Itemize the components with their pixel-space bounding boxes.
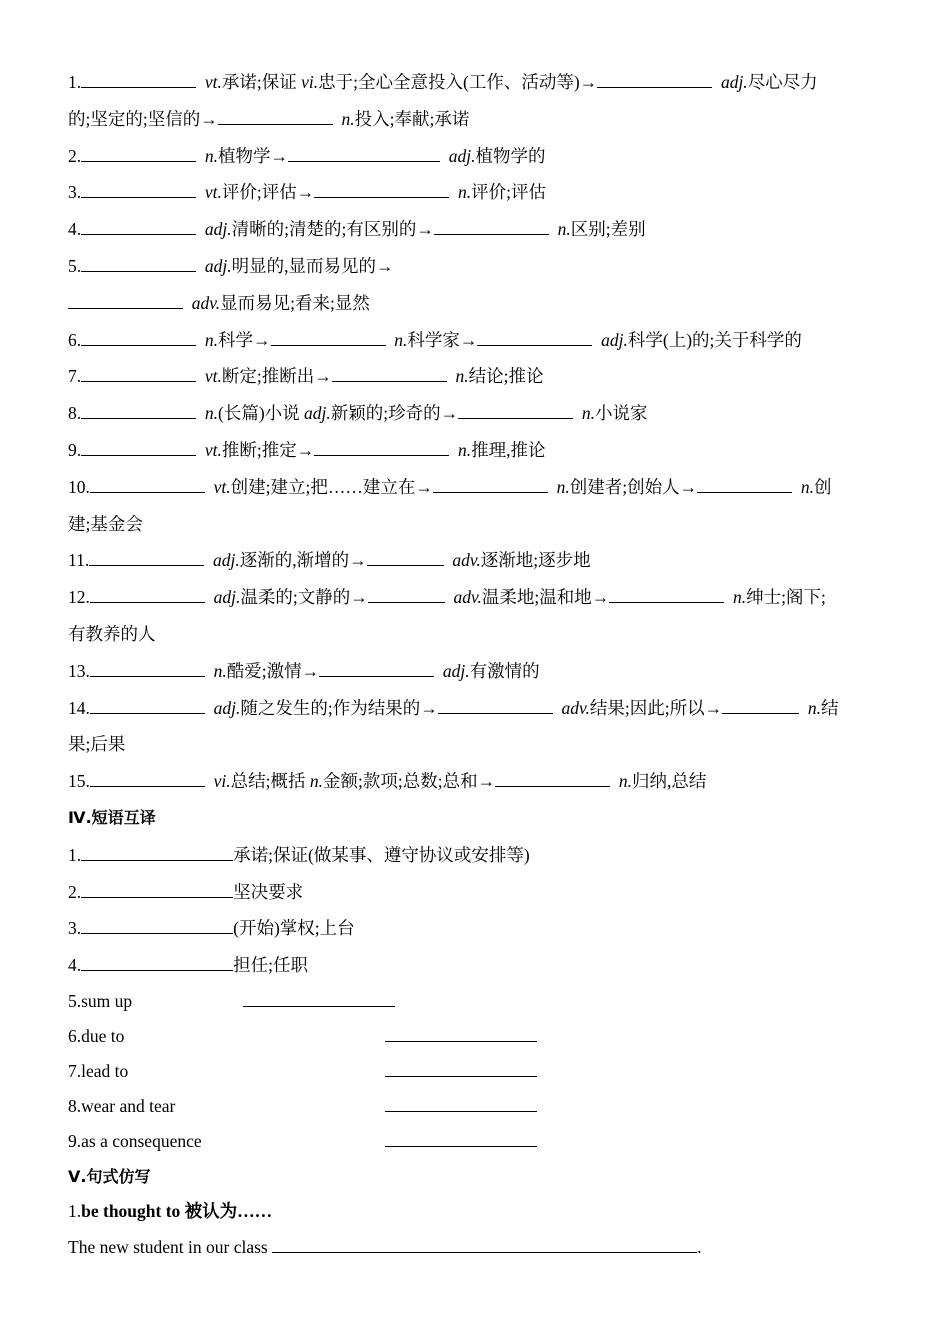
answer-blank[interactable] xyxy=(81,325,196,346)
vocab-item-2 xyxy=(68,138,883,175)
item-number: 3. xyxy=(68,182,82,203)
answer-blank[interactable] xyxy=(68,288,183,309)
phrase-text: 6.due to xyxy=(68,1025,125,1046)
item-number: 14. xyxy=(68,697,90,718)
phrase-item-6 xyxy=(68,1019,883,1054)
answer-blank[interactable] xyxy=(367,545,444,566)
definition: 果;后果 xyxy=(68,734,126,755)
answer-blank[interactable] xyxy=(477,325,592,346)
pos-tag: n. xyxy=(800,476,814,497)
answer-blank[interactable] xyxy=(314,435,449,456)
answer-blank[interactable] xyxy=(314,177,449,198)
answer-blank[interactable] xyxy=(438,693,553,714)
pos-tag: adj. xyxy=(204,219,232,240)
definition: 投入;奉献;承诺 xyxy=(354,108,470,129)
item-number: 4. xyxy=(68,955,82,976)
sentence-pattern: be thought to 被认为…… xyxy=(81,1200,273,1221)
answer-blank[interactable] xyxy=(243,986,395,1007)
definition: 逐渐地;逐步地 xyxy=(480,550,591,571)
definition: 清晰的;清楚的;有区别的→ xyxy=(231,219,434,240)
answer-blank[interactable] xyxy=(609,582,724,603)
pos-tag: vt. xyxy=(204,182,222,203)
vocab-item-14-cont xyxy=(68,726,883,763)
definition: 结论;推论 xyxy=(468,366,544,387)
pos-tag: n. xyxy=(581,403,596,424)
definition: 推断;推定→ xyxy=(221,439,315,460)
phrase-item-7 xyxy=(68,1054,883,1089)
item-number: 9. xyxy=(68,439,82,460)
section-heading-phrases: Ⅳ.短语互译 xyxy=(68,807,156,827)
pos-tag: vt. xyxy=(204,366,222,387)
answer-blank[interactable] xyxy=(271,325,386,346)
definition: 评价;评估→ xyxy=(221,182,315,203)
phrase-text: 9.as a consequence xyxy=(68,1130,202,1151)
pos-tag: adj. xyxy=(213,697,241,718)
item-number: 3. xyxy=(68,918,82,939)
pos-tag: n. xyxy=(458,439,472,460)
item-number: 10. xyxy=(68,476,90,497)
pos-tag: adj. xyxy=(213,587,241,608)
item-number: 12. xyxy=(68,587,90,608)
item-number: 4. xyxy=(68,219,82,240)
definition: 植物学的 xyxy=(475,145,546,166)
answer-blank[interactable] xyxy=(81,877,233,898)
pos-tag: adv. xyxy=(561,697,590,718)
answer-blank[interactable] xyxy=(81,398,196,419)
answer-blank[interactable] xyxy=(81,251,196,272)
definition: 评价;评估 xyxy=(471,182,547,203)
definition: 承诺;保证 xyxy=(221,72,302,92)
sentence-item-1 xyxy=(68,1229,883,1266)
vocab-item-11 xyxy=(68,542,883,579)
phrase-item-3 xyxy=(68,910,883,947)
vocab-item-13 xyxy=(68,653,883,690)
pos-tag: adj. xyxy=(204,255,232,276)
definition: 创 xyxy=(814,476,832,497)
pos-tag: adj. xyxy=(720,72,748,92)
vocab-item-10-cont xyxy=(68,506,883,543)
phrase-item-5 xyxy=(68,984,883,1019)
worksheet xyxy=(68,64,883,1266)
answer-blank[interactable] xyxy=(81,435,196,456)
pos-tag: vt. xyxy=(213,476,231,497)
vocab-item-12-cont xyxy=(68,616,883,653)
answer-blank[interactable] xyxy=(722,693,799,714)
sentence-item-1-title xyxy=(68,1194,883,1229)
vocab-item-9 xyxy=(68,432,883,469)
answer-blank[interactable] xyxy=(81,950,233,971)
definition: 新颖的;珍奇的→ xyxy=(330,403,459,424)
definition: 温柔的;文静的→ xyxy=(240,587,368,608)
pos-tag: n. xyxy=(618,771,632,792)
answer-blank[interactable] xyxy=(90,656,205,677)
definition: 区别;差别 xyxy=(570,219,646,240)
vocab-item-3 xyxy=(68,174,883,211)
item-number: 5. xyxy=(68,255,82,276)
item-number: 1. xyxy=(68,844,82,865)
pos-tag: n. xyxy=(455,366,469,387)
answer-blank[interactable] xyxy=(433,472,548,493)
pos-tag: n. xyxy=(204,329,218,350)
definition: 有激情的 xyxy=(469,660,540,681)
pos-tag: adj. xyxy=(448,145,476,166)
vocab-item-14 xyxy=(68,690,883,727)
pos-tag: vi. xyxy=(301,72,319,92)
pos-tag: adv. xyxy=(453,587,482,608)
item-number: 2. xyxy=(68,881,82,902)
pos-tag: vi. xyxy=(213,771,231,792)
vocab-item-6 xyxy=(68,322,883,359)
answer-blank[interactable] xyxy=(90,693,205,714)
definition: 金额;款项;总数;总和→ xyxy=(323,771,496,792)
answer-blank[interactable] xyxy=(89,545,204,566)
pos-tag: n. xyxy=(557,219,571,240)
definition: 温柔地;温和地→ xyxy=(481,587,610,608)
item-number: 1. xyxy=(68,1200,82,1221)
definition: 科学(上)的;关于科学的 xyxy=(627,329,802,350)
answer-blank[interactable] xyxy=(218,104,333,125)
pos-tag: adv. xyxy=(452,550,481,571)
item-number: 8. xyxy=(68,403,82,424)
item-number: 1. xyxy=(68,72,82,92)
pos-tag: n. xyxy=(458,182,472,203)
answer-blank[interactable] xyxy=(385,1021,537,1042)
pos-tag: n. xyxy=(394,329,408,350)
phrase-text: (开始)掌权;上台 xyxy=(233,918,355,939)
vocab-item-7 xyxy=(68,358,883,395)
phrase-text: 担任;任职 xyxy=(233,955,308,976)
sentence-end: . xyxy=(697,1236,702,1257)
sentence-text: The new student in our class xyxy=(68,1236,273,1257)
answer-blank[interactable] xyxy=(697,472,792,493)
definition: (长篇)小说 xyxy=(218,403,305,424)
answer-blank[interactable] xyxy=(81,840,233,861)
definition: 逐渐的,渐增的→ xyxy=(239,550,367,571)
definition: 总结;概括 xyxy=(230,771,310,792)
definition: 结 xyxy=(820,697,839,718)
answer-blank[interactable] xyxy=(385,1126,537,1147)
pos-tag: adj. xyxy=(212,550,240,571)
answer-blank[interactable] xyxy=(81,67,196,88)
definition: 随之发生的;作为结果的→ xyxy=(240,697,438,718)
definition: 归纳,总结 xyxy=(631,771,707,792)
phrase-text: 8.wear and tear xyxy=(68,1095,176,1116)
phrase-item-9 xyxy=(68,1124,883,1159)
vocab-item-10 xyxy=(68,469,883,506)
definition: 的;坚定的;坚信的→ xyxy=(68,108,218,129)
pos-tag: n. xyxy=(807,697,821,718)
definition: 科学家→ xyxy=(407,329,478,350)
definition: 明显的,显而易见的→ xyxy=(231,255,394,276)
definition: 有教养的人 xyxy=(68,623,156,644)
definition: 建;基金会 xyxy=(68,513,143,534)
item-number: 13. xyxy=(68,660,90,681)
answer-blank[interactable] xyxy=(385,1091,537,1112)
answer-blank[interactable] xyxy=(81,214,196,235)
phrase-text: 承诺;保证(做某事、遵守协议或安排等) xyxy=(233,844,530,865)
answer-blank[interactable] xyxy=(272,1232,697,1253)
pos-tag: adv. xyxy=(191,292,221,313)
answer-blank[interactable] xyxy=(368,582,445,603)
answer-blank[interactable] xyxy=(90,766,205,787)
item-number: 6. xyxy=(68,329,82,350)
phrase-item-4 xyxy=(68,947,883,984)
answer-blank[interactable] xyxy=(597,67,712,88)
pos-tag: n. xyxy=(213,660,227,681)
answer-blank[interactable] xyxy=(495,766,610,787)
phrase-item-8 xyxy=(68,1089,883,1124)
answer-blank[interactable] xyxy=(90,472,205,493)
pos-tag: adj. xyxy=(304,403,331,424)
pos-tag: vt. xyxy=(204,72,222,92)
phrase-text: 7.lead to xyxy=(68,1060,129,1081)
pos-tag: n. xyxy=(556,476,570,497)
vocab-item-8 xyxy=(68,395,883,432)
definition: 绅士;阁下; xyxy=(746,587,826,608)
definition: 忠于;全心全意投入(工作、活动等)→ xyxy=(318,72,598,92)
answer-blank[interactable] xyxy=(319,656,434,677)
definition: 科学→ xyxy=(218,329,271,350)
definition: 结果;因此;所以→ xyxy=(589,697,723,718)
vocab-item-1 xyxy=(68,64,883,101)
answer-blank[interactable] xyxy=(81,141,196,162)
phrase-item-1 xyxy=(68,837,883,874)
vocab-item-15 xyxy=(68,763,883,800)
definition: 创建者;创始人→ xyxy=(569,476,698,497)
pos-tag: n. xyxy=(732,587,747,608)
definition: 推理,推论 xyxy=(471,439,546,460)
answer-blank[interactable] xyxy=(434,214,549,235)
definition: 断定;推断出→ xyxy=(221,366,332,387)
vocab-item-5 xyxy=(68,248,883,285)
pos-tag: n. xyxy=(309,771,324,792)
answer-blank[interactable] xyxy=(458,398,573,419)
vocab-item-1-cont xyxy=(68,101,883,138)
definition: 创建;建立;把……建立在→ xyxy=(230,476,433,497)
definition: 植物学→ xyxy=(218,145,288,166)
pos-tag: n. xyxy=(341,108,355,129)
item-number: 11. xyxy=(68,550,90,571)
pos-tag: vt. xyxy=(204,439,222,460)
answer-blank[interactable] xyxy=(288,141,440,162)
answer-blank[interactable] xyxy=(81,177,196,198)
item-number: 15. xyxy=(68,771,90,792)
answer-blank[interactable] xyxy=(385,1056,537,1077)
pos-tag: n. xyxy=(204,145,218,166)
item-number: 7. xyxy=(68,366,82,387)
definition: 小说家 xyxy=(595,403,648,424)
item-number: 2. xyxy=(68,145,82,166)
definition: 显而易见;看来;显然 xyxy=(220,292,370,313)
answer-blank[interactable] xyxy=(81,361,196,382)
section-heading-sentences: Ⅴ.句式仿写 xyxy=(68,1166,151,1186)
answer-blank[interactable] xyxy=(90,582,205,603)
pos-tag: adj. xyxy=(442,660,470,681)
definition: 尽心尽力 xyxy=(747,72,818,92)
vocab-item-12 xyxy=(68,579,883,616)
pos-tag: adj. xyxy=(601,329,628,350)
pos-tag: n. xyxy=(204,403,218,424)
phrase-item-2 xyxy=(68,874,883,911)
vocab-item-4 xyxy=(68,211,883,248)
phrase-text: 坚决要求 xyxy=(233,881,304,902)
vocab-item-5-cont xyxy=(68,285,883,322)
phrase-text: 5.sum up xyxy=(68,990,133,1011)
definition: 酷爱;激情→ xyxy=(226,660,320,681)
answer-blank[interactable] xyxy=(332,361,447,382)
answer-blank[interactable] xyxy=(81,913,233,934)
